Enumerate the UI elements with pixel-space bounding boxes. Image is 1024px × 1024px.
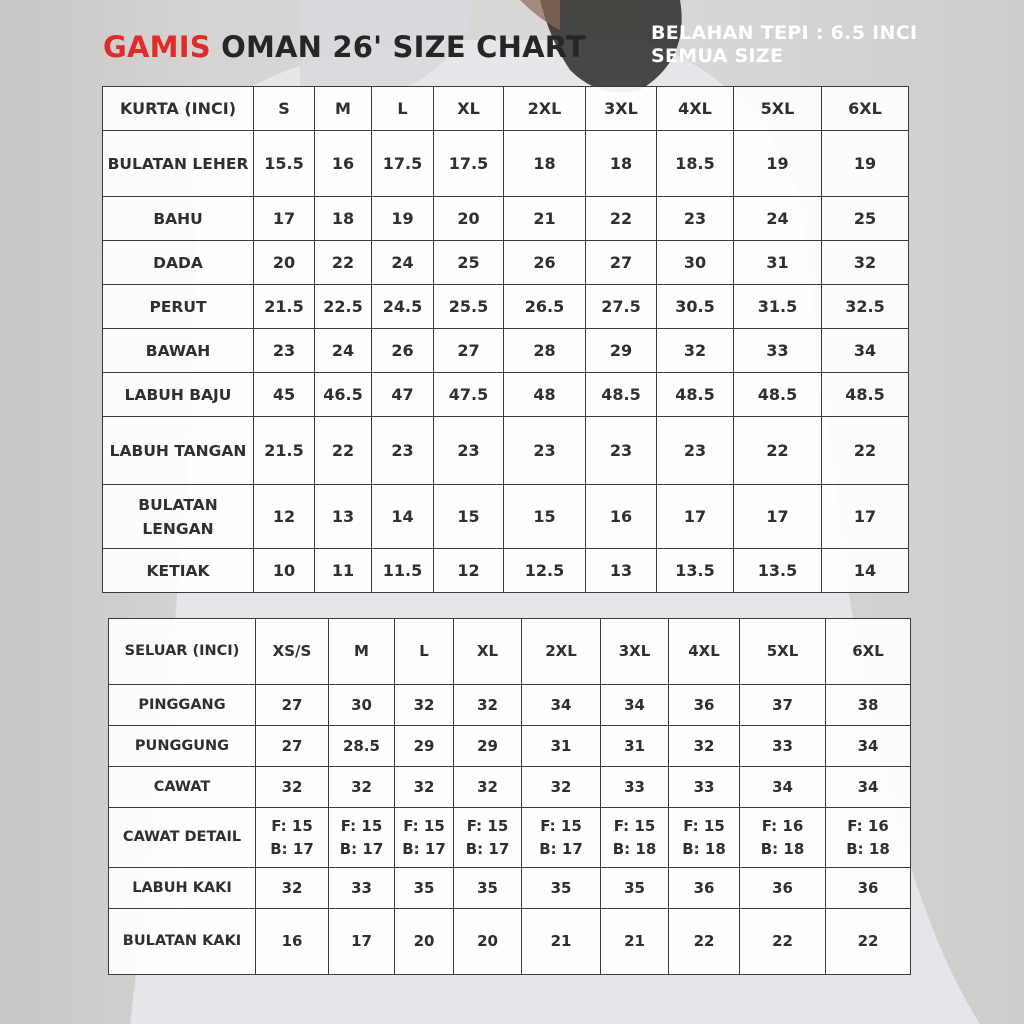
seluar-cell: 32 xyxy=(256,868,329,909)
seluar-cell: 38 xyxy=(826,685,911,726)
seluar-cell: 16 xyxy=(256,909,329,975)
seluar-cell xyxy=(826,808,911,868)
kurta-cell: 23 xyxy=(504,417,586,485)
kurta-cell: 18.5 xyxy=(657,131,734,197)
seluar-header-size: 5XL xyxy=(740,619,826,685)
seluar-cell-line: B: 17 xyxy=(465,839,510,858)
seluar-cell: 34 xyxy=(601,685,669,726)
kurta-cell: 48.5 xyxy=(657,373,734,417)
seluar-cell xyxy=(522,808,601,868)
kurta-cell: 26.5 xyxy=(504,285,586,329)
kurta-cell: 28 xyxy=(504,329,586,373)
kurta-cell: 34 xyxy=(822,329,909,373)
seluar-cell-line: F: 15 xyxy=(540,816,582,835)
seluar-cell: 27 xyxy=(256,685,329,726)
kurta-cell: 32 xyxy=(657,329,734,373)
kurta-cell: 21.5 xyxy=(254,417,315,485)
seluar-row-label: PINGGANG xyxy=(109,685,256,726)
seluar-cell xyxy=(256,808,329,868)
kurta-cell: 27 xyxy=(586,241,657,285)
seluar-cell: 27 xyxy=(256,726,329,767)
kurta-cell: 30.5 xyxy=(657,285,734,329)
kurta-cell: 10 xyxy=(254,549,315,593)
seluar-cell: 22 xyxy=(740,909,826,975)
kurta-row-label: BAHU xyxy=(103,197,254,241)
kurta-cell: 18 xyxy=(586,131,657,197)
kurta-cell: 18 xyxy=(504,131,586,197)
seluar-row-label: CAWAT DETAIL xyxy=(109,808,256,868)
seluar-cell: 35 xyxy=(601,868,669,909)
kurta-cell: 47 xyxy=(372,373,434,417)
seluar-cell: 33 xyxy=(740,726,826,767)
kurta-row xyxy=(103,549,909,593)
seluar-cell: 32 xyxy=(522,767,601,808)
kurta-cell: 46.5 xyxy=(315,373,372,417)
seluar-cell-line: B: 18 xyxy=(760,839,805,858)
seluar-cell xyxy=(454,808,522,868)
seluar-cell: 32 xyxy=(395,767,454,808)
seluar-row xyxy=(109,808,911,868)
kurta-row-label: KETIAK xyxy=(103,549,254,593)
kurta-cell: 17 xyxy=(734,485,822,549)
title-rest: OMAN 26' SIZE CHART xyxy=(221,30,586,64)
page-title xyxy=(103,30,586,64)
kurta-cell: 27 xyxy=(434,329,504,373)
seluar-cell: 35 xyxy=(395,868,454,909)
seluar-cell: 32 xyxy=(329,767,395,808)
kurta-cell: 24 xyxy=(372,241,434,285)
kurta-cell: 18 xyxy=(315,197,372,241)
seluar-cell: 33 xyxy=(669,767,740,808)
seluar-cell-line: F: 15 xyxy=(466,816,509,835)
seluar-cell: 34 xyxy=(522,685,601,726)
title-brand: GAMIS xyxy=(103,30,211,64)
kurta-cell: 30 xyxy=(657,241,734,285)
kurta-cell: 32.5 xyxy=(822,285,909,329)
kurta-row-label: PERUT xyxy=(103,285,254,329)
seluar-cell: 33 xyxy=(329,868,395,909)
seluar-cell: 28.5 xyxy=(329,726,395,767)
kurta-cell: 22 xyxy=(315,417,372,485)
kurta-cell: 19 xyxy=(822,131,909,197)
kurta-cell: 48.5 xyxy=(734,373,822,417)
kurta-header-size: 6XL xyxy=(822,87,909,131)
seluar-cell-line: F: 16 xyxy=(847,816,889,835)
kurta-header-size: XL xyxy=(434,87,504,131)
seluar-cell-line: B: 18 xyxy=(612,839,657,858)
kurta-cell: 15.5 xyxy=(254,131,315,197)
seluar-cell: 31 xyxy=(601,726,669,767)
kurta-row-label: BULATAN LEHER xyxy=(103,131,254,197)
seluar-header-size: L xyxy=(395,619,454,685)
seluar-cell: 33 xyxy=(601,767,669,808)
kurta-cell: 12.5 xyxy=(504,549,586,593)
seluar-cell xyxy=(395,808,454,868)
kurta-cell: 45 xyxy=(254,373,315,417)
kurta-size-table xyxy=(102,86,909,593)
seluar-cell: 29 xyxy=(395,726,454,767)
seluar-cell xyxy=(329,808,395,868)
seluar-header-size: 3XL xyxy=(601,619,669,685)
kurta-cell: 11.5 xyxy=(372,549,434,593)
kurta-row-label: BAWAH xyxy=(103,329,254,373)
seluar-cell-line: B: 18 xyxy=(846,839,890,858)
kurta-cell: 20 xyxy=(254,241,315,285)
kurta-row xyxy=(103,373,909,417)
kurta-header-size: 3XL xyxy=(586,87,657,131)
kurta-cell: 12 xyxy=(434,549,504,593)
seluar-row xyxy=(109,685,911,726)
seluar-row xyxy=(109,909,911,975)
seluar-cell: 31 xyxy=(522,726,601,767)
seluar-cell-line: B: 17 xyxy=(539,839,583,858)
seluar-row xyxy=(109,767,911,808)
kurta-cell: 19 xyxy=(372,197,434,241)
kurta-cell: 16 xyxy=(315,131,372,197)
seluar-row-label: BULATAN KAKI xyxy=(109,909,256,975)
kurta-cell: 22 xyxy=(586,197,657,241)
kurta-row-label: LABUH BAJU xyxy=(103,373,254,417)
kurta-cell: 22 xyxy=(734,417,822,485)
side-note xyxy=(651,22,917,68)
kurta-header-size: 5XL xyxy=(734,87,822,131)
seluar-cell: 30 xyxy=(329,685,395,726)
kurta-cell: 20 xyxy=(434,197,504,241)
kurta-cell: 13.5 xyxy=(657,549,734,593)
kurta-cell: 17 xyxy=(822,485,909,549)
seluar-cell: 36 xyxy=(826,868,911,909)
kurta-row xyxy=(103,241,909,285)
seluar-header-size: 4XL xyxy=(669,619,740,685)
kurta-cell: 26 xyxy=(372,329,434,373)
kurta-header-size: 2XL xyxy=(504,87,586,131)
seluar-cell-line: F: 15 xyxy=(340,816,383,835)
kurta-cell: 21.5 xyxy=(254,285,315,329)
kurta-cell: 48 xyxy=(504,373,586,417)
kurta-cell: 22.5 xyxy=(315,285,372,329)
kurta-cell: 25 xyxy=(822,197,909,241)
kurta-cell: 29 xyxy=(586,329,657,373)
kurta-cell: 24 xyxy=(734,197,822,241)
kurta-header-size: 4XL xyxy=(657,87,734,131)
seluar-cell: 37 xyxy=(740,685,826,726)
kurta-cell: 17.5 xyxy=(434,131,504,197)
seluar-cell: 32 xyxy=(454,767,522,808)
seluar-cell: 21 xyxy=(601,909,669,975)
kurta-cell: 24 xyxy=(315,329,372,373)
kurta-row xyxy=(103,417,909,485)
kurta-row-label: DADA xyxy=(103,241,254,285)
seluar-cell: 34 xyxy=(740,767,826,808)
seluar-cell: 32 xyxy=(256,767,329,808)
seluar-header-row xyxy=(109,619,911,685)
kurta-cell: 22 xyxy=(315,241,372,285)
seluar-size-table xyxy=(108,618,911,975)
kurta-cell: 48.5 xyxy=(822,373,909,417)
kurta-cell: 27.5 xyxy=(586,285,657,329)
kurta-cell: 19 xyxy=(734,131,822,197)
kurta-cell: 17 xyxy=(657,485,734,549)
kurta-cell: 23 xyxy=(657,197,734,241)
seluar-row-label: CAWAT xyxy=(109,767,256,808)
kurta-cell: 48.5 xyxy=(586,373,657,417)
side-note-line2: SEMUA SIZE xyxy=(651,45,784,67)
seluar-cell-line: F: 15 xyxy=(403,816,445,835)
kurta-cell: 23 xyxy=(254,329,315,373)
kurta-cell: 13 xyxy=(586,549,657,593)
kurta-header-size: S xyxy=(254,87,315,131)
kurta-cell: 13 xyxy=(315,485,372,549)
kurta-cell: 16 xyxy=(586,485,657,549)
seluar-cell: 32 xyxy=(395,685,454,726)
seluar-cell: 36 xyxy=(669,685,740,726)
seluar-cell xyxy=(669,808,740,868)
kurta-cell: 23 xyxy=(372,417,434,485)
kurta-row xyxy=(103,197,909,241)
seluar-cell: 35 xyxy=(522,868,601,909)
seluar-cell-line: F: 15 xyxy=(613,816,656,835)
seluar-header-size: XS/S xyxy=(256,619,329,685)
seluar-cell: 35 xyxy=(454,868,522,909)
seluar-cell: 22 xyxy=(826,909,911,975)
kurta-cell: 33 xyxy=(734,329,822,373)
seluar-cell-line: F: 15 xyxy=(683,816,725,835)
kurta-cell: 23 xyxy=(434,417,504,485)
kurta-row-label: BULATAN LENGAN xyxy=(103,485,254,549)
kurta-row-label: LABUH TANGAN xyxy=(103,417,254,485)
seluar-header-size: 6XL xyxy=(826,619,911,685)
seluar-cell-line: B: 17 xyxy=(339,839,384,858)
seluar-cell: 34 xyxy=(826,726,911,767)
seluar-cell: 21 xyxy=(522,909,601,975)
kurta-header-size: M xyxy=(315,87,372,131)
kurta-cell: 32 xyxy=(822,241,909,285)
kurta-cell: 11 xyxy=(315,549,372,593)
seluar-cell-line: F: 15 xyxy=(271,816,313,835)
seluar-header-size: 2XL xyxy=(522,619,601,685)
seluar-cell-line: B: 17 xyxy=(270,839,314,858)
kurta-cell: 31 xyxy=(734,241,822,285)
seluar-cell: 32 xyxy=(669,726,740,767)
kurta-row xyxy=(103,285,909,329)
seluar-cell: 36 xyxy=(669,868,740,909)
kurta-cell: 47.5 xyxy=(434,373,504,417)
kurta-cell: 14 xyxy=(822,549,909,593)
seluar-header-size: M xyxy=(329,619,395,685)
seluar-cell: 34 xyxy=(826,767,911,808)
kurta-cell: 15 xyxy=(504,485,586,549)
seluar-cell-line: F: 16 xyxy=(761,816,804,835)
kurta-cell: 13.5 xyxy=(734,549,822,593)
seluar-cell: 17 xyxy=(329,909,395,975)
seluar-row-label: LABUH KAKI xyxy=(109,868,256,909)
seluar-cell xyxy=(740,808,826,868)
kurta-cell: 15 xyxy=(434,485,504,549)
kurta-row xyxy=(103,329,909,373)
seluar-cell: 20 xyxy=(454,909,522,975)
seluar-cell-line: B: 17 xyxy=(402,839,446,858)
kurta-row xyxy=(103,485,909,549)
kurta-cell: 22 xyxy=(822,417,909,485)
kurta-cell: 25 xyxy=(434,241,504,285)
kurta-cell: 31.5 xyxy=(734,285,822,329)
side-note-line1: BELAHAN TEPI : 6.5 INCI xyxy=(651,22,918,44)
kurta-header-label: KURTA (INCI) xyxy=(103,87,254,131)
kurta-header-size: L xyxy=(372,87,434,131)
kurta-cell: 17.5 xyxy=(372,131,434,197)
seluar-row xyxy=(109,726,911,767)
seluar-cell-line: B: 18 xyxy=(682,839,726,858)
kurta-cell: 12 xyxy=(254,485,315,549)
kurta-cell: 23 xyxy=(657,417,734,485)
seluar-cell: 29 xyxy=(454,726,522,767)
kurta-cell: 24.5 xyxy=(372,285,434,329)
seluar-header-size: XL xyxy=(454,619,522,685)
seluar-cell: 20 xyxy=(395,909,454,975)
seluar-row xyxy=(109,868,911,909)
seluar-cell: 36 xyxy=(740,868,826,909)
kurta-header-row xyxy=(103,87,909,131)
kurta-row xyxy=(103,131,909,197)
seluar-header-label: SELUAR (INCI) xyxy=(109,619,256,685)
kurta-cell: 17 xyxy=(254,197,315,241)
kurta-cell: 14 xyxy=(372,485,434,549)
seluar-cell: 32 xyxy=(454,685,522,726)
seluar-row-label: PUNGGUNG xyxy=(109,726,256,767)
kurta-cell: 26 xyxy=(504,241,586,285)
seluar-cell: 22 xyxy=(669,909,740,975)
seluar-cell xyxy=(601,808,669,868)
kurta-cell: 25.5 xyxy=(434,285,504,329)
kurta-cell: 21 xyxy=(504,197,586,241)
kurta-cell: 23 xyxy=(586,417,657,485)
